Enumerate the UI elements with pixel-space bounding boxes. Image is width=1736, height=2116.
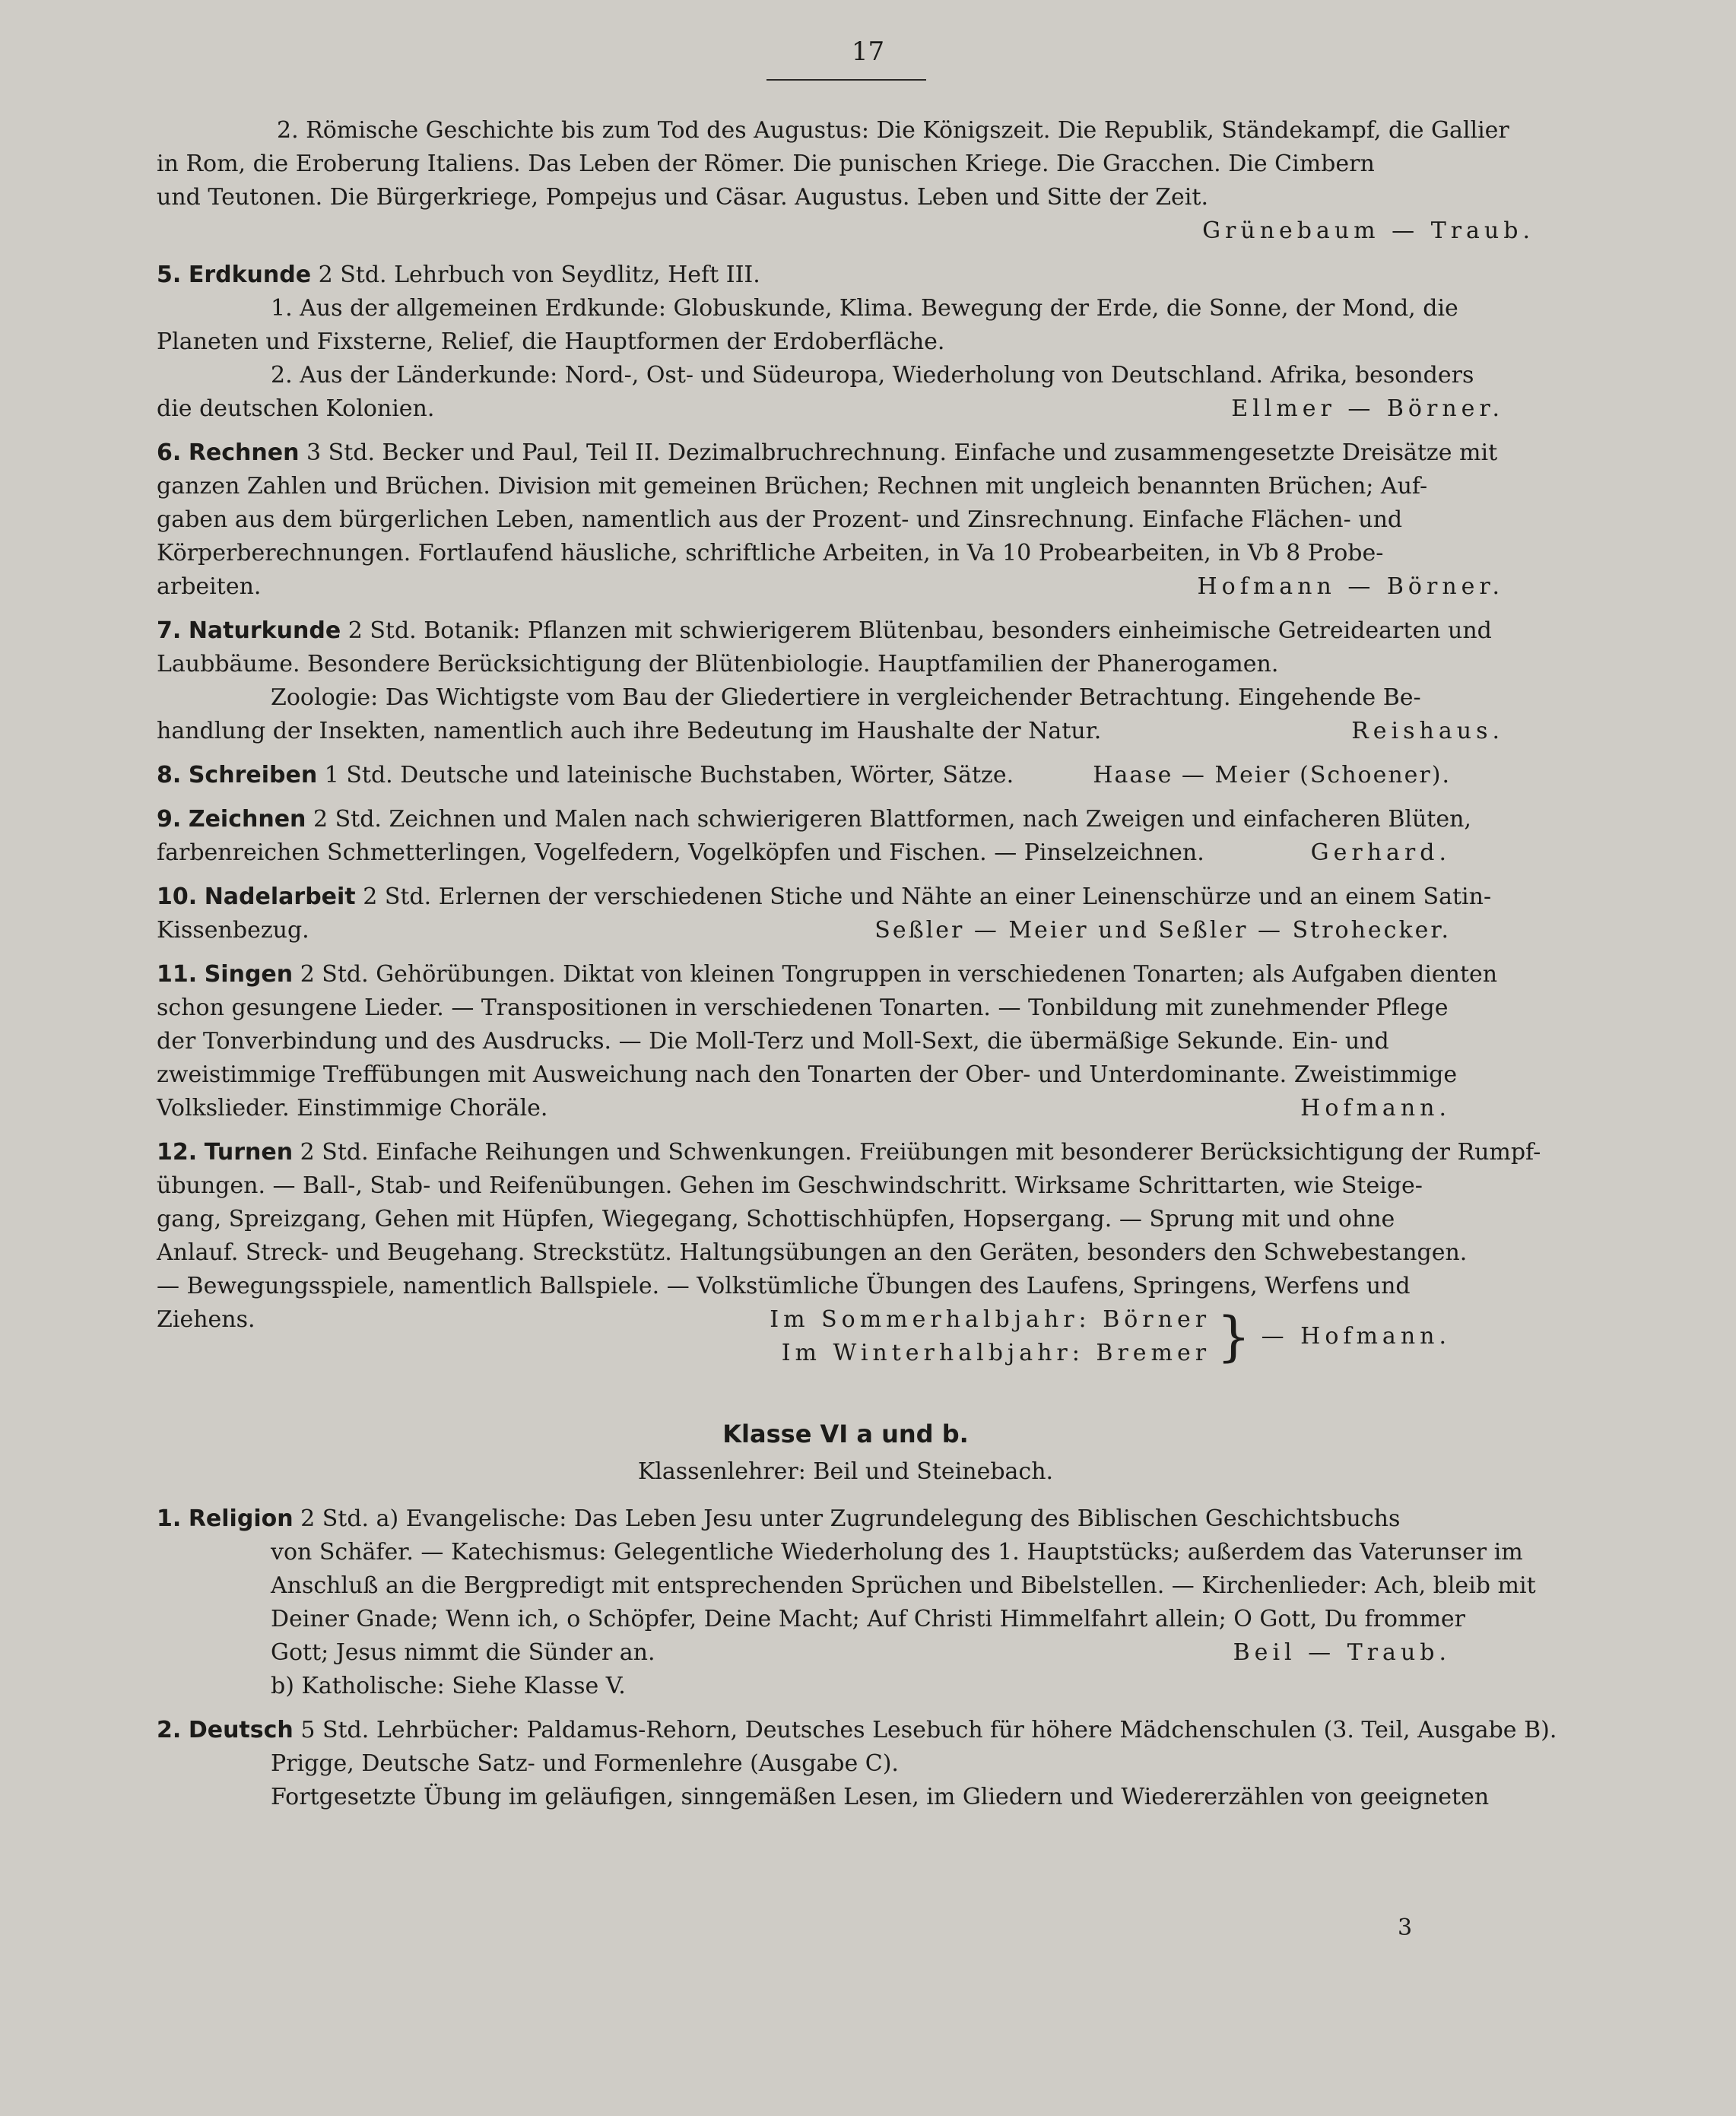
teachers: Gerhard.: [1310, 839, 1451, 866]
section-zeichnen: [157, 803, 1534, 870]
text-line: Kissenbezug. Seßler — Meier und Seßler — Strohecker.: [157, 914, 1534, 947]
text-line: farbenreichen Schmetterlingen, Vogelfedern, Vogelköpfen und Fischen. — Pinselzeichnen. Gerhard.: [157, 836, 1534, 870]
turnen-teachers: [157, 1303, 1534, 1370]
section-subject: Schreiben: [188, 762, 318, 788]
section-erdkunde: [157, 259, 1534, 426]
section-number: 1.: [157, 1505, 182, 1532]
section-head: 10. Nadelarbeit 2 Std. Erlernen der verschiedenen Stiche und Nähte an einer Leinenschürze und an einem Satin-: [157, 884, 1492, 910]
section-head: 2. Deutsch 5 Std. Lehrbücher: Paldamus-Rehorn, Deutsches Lesebuch für höhere Mädchenschulen (3. Teil, Ausgabe B).: [157, 1717, 1557, 1743]
text-line: — Bewegungsspiele, namentlich Ballspiele. — Volkstümliche Übungen des Laufens, Springens, Werfens und: [157, 1273, 1411, 1299]
section-number: 10.: [157, 884, 198, 910]
section-roemische-geschichte: [157, 114, 1534, 248]
text-line: Fortgesetzte Übung im geläufigen, sinngemäßen Lesen, im Gliedern und Wiedererzählen von geeigneten: [271, 1784, 1490, 1810]
winter-teacher: Im Winterhalbjahr: Bremer: [781, 1340, 1211, 1366]
text-line: ganzen Zahlen und Brüchen. Division mit gemeinen Brüchen; Rechnen mit ungleich benannten Brüchen; Auf-: [157, 473, 1428, 500]
section-subject: Turnen: [204, 1139, 294, 1166]
teachers: Grünebaum — Traub.: [1202, 217, 1534, 244]
section-head: 12. Turnen 2 Std. Einfache Reihungen und Schwenkungen. Freiübungen mit besonderer Berücksichtigung der Rumpf-: [157, 1139, 1541, 1166]
text-line: Ziehens.: [157, 1306, 255, 1333]
teachers: — Hofmann.: [1261, 1323, 1451, 1350]
text-line: Körperberechnungen. Fortlaufend häusliche, schriftliche Arbeiten, in Va 10 Probearbeiten, in Vb 8 Probe-: [157, 540, 1384, 566]
section-number: 5.: [157, 262, 182, 288]
section-head: 11. Singen 2 Std. Gehörübungen. Diktat von kleinen Tongruppen in verschiedenen Tonarten; als Aufgaben dienten: [157, 961, 1498, 988]
section-head: 7. Naturkunde 2 Std. Botanik: Pflanzen mit schwierigerem Blütenbau, besonders einheimische Getreidearten und: [157, 617, 1492, 644]
text-line: Volkslieder. Einstimmige Choräle. Hofmann.: [157, 1092, 1534, 1125]
page-number: 17: [851, 36, 885, 67]
class-teachers: Klassenlehrer: Beil und Steinebach.: [637, 1458, 1054, 1485]
text-line: die deutschen Kolonien. Ellmer — Börner.: [157, 392, 1534, 426]
text-line: von Schäfer. — Katechismus: Gelegentliche Wiederholung des 1. Hauptstücks; außerdem das Vaterunser im: [271, 1539, 1523, 1566]
summer-teacher: Im Sommerhalbjahr: Börner: [770, 1306, 1211, 1333]
section-number: 12.: [157, 1139, 198, 1166]
section-number: 6.: [157, 439, 182, 466]
section-religion: [157, 1502, 1534, 1703]
section-singen: [157, 958, 1534, 1125]
teachers: Beil — Traub.: [1233, 1639, 1451, 1666]
section-subject: Singen: [204, 961, 294, 988]
section-number: 2.: [157, 1717, 182, 1743]
text-line: Gott; Jesus nimmt die Sünder an. Beil — Traub.: [157, 1636, 1534, 1670]
text-line: Laubbäume. Besondere Berücksichtigung der Blütenbiologie. Hauptfamilien der Phanerogamen.: [157, 651, 1279, 677]
text-line: handlung der Insekten, namentlich auch ihre Bedeutung im Haushalte der Natur. Reishaus.: [157, 715, 1534, 748]
section-number: 9.: [157, 806, 182, 833]
page-content: [157, 114, 1557, 1814]
section-rechnen: [157, 436, 1534, 604]
section-subject: Zeichnen: [188, 806, 306, 833]
text-line: Prigge, Deutsche Satz- und Formenlehre (Ausgabe C).: [271, 1750, 899, 1777]
text-line: der Tonverbindung und des Ausdrucks. — Die Moll-Terz und Moll-Sext, die übermäßige Sekunde. Ein- und: [157, 1028, 1389, 1055]
text-line: schon gesungene Lieder. — Transpositionen in verschiedenen Tonarten. — Tonbildung mit zunehmender Pflege: [157, 995, 1449, 1021]
teachers: Haase — Meier (Schoener).: [1093, 762, 1451, 788]
text-line: gang, Spreizgang, Gehen mit Hüpfen, Wiegegang, Schottischhüpfen, Hopsergang. — Sprung mit und ohne: [157, 1206, 1395, 1232]
teachers: Hofmann — Börner.: [1197, 573, 1504, 600]
teachers: Hofmann.: [1300, 1095, 1451, 1121]
section-turnen: [157, 1136, 1541, 1370]
section-number: 7.: [157, 617, 182, 644]
text-line: Planeten und Fixsterne, Relief, die Hauptformen der Erdoberfläche.: [157, 328, 945, 355]
section-head: 6. Rechnen 3 Std. Becker und Paul, Teil II. Dezimalbruchrechnung. Einfache und zusammengesetzte Dreisätze mit: [157, 439, 1498, 466]
text-line: 2. Römische Geschichte bis zum Tod des Augustus: Die Königszeit. Die Republik, Ständekampf, die Gallier: [277, 117, 1509, 144]
section-naturkunde: [157, 614, 1534, 748]
section-deutsch: [157, 1714, 1557, 1814]
section-subject: Erdkunde: [188, 262, 312, 288]
text-line: und Teutonen. Die Bürgerkriege, Pompejus und Cäsar. Augustus. Leben und Sitte der Zeit.: [157, 184, 1208, 211]
text-line: Deiner Gnade; Wenn ich, o Schöpfer, Deine Macht; Auf Christi Himmelfahrt allein; O Gott, Du frommer: [271, 1606, 1465, 1632]
section-number: 8.: [157, 762, 182, 788]
text-line: Zoologie: Das Wichtigste vom Bau der Gliedertiere in vergleichender Betrachtung. Eingehende Be-: [271, 684, 1421, 711]
text-line: übungen. — Ball-, Stab- und Reifenübungen. Gehen im Geschwindschritt. Wirksame Schrittarten, wie Steige-: [157, 1172, 1423, 1199]
section-subject: Nadelarbeit: [204, 884, 356, 910]
section-subject: Rechnen: [188, 439, 300, 466]
section-number: 11.: [157, 961, 198, 988]
text-line: gaben aus dem bürgerlichen Leben, namentlich aus der Prozent- und Zinsrechnung. Einfache Flächen- und: [157, 506, 1403, 533]
text-line: arbeiten. Hofmann — Börner.: [157, 570, 1534, 604]
section-head: 8. Schreiben 1 Std. Deutsche und lateinische Buchstaben, Wörter, Sätze. Haase — Meier (Schoener).: [157, 759, 1534, 792]
teachers: Seßler — Meier und Seßler — Strohecker.: [874, 917, 1451, 944]
text-line: Anlauf. Streck- und Beugehang. Streckstütz. Haltungsübungen an den Geräten, besonders den Schwebestangen.: [157, 1239, 1468, 1266]
page-number-rule: [766, 79, 926, 81]
footer-number: 3: [1398, 1915, 1413, 1941]
teachers: Ellmer — Börner.: [1231, 395, 1504, 422]
text-line: 1. Aus der allgemeinen Erdkunde: Globuskunde, Klima. Bewegung der Erde, die Sonne, der Mond, die: [271, 295, 1458, 322]
section-schreiben: [157, 759, 1534, 792]
section-subject: Religion: [188, 1505, 294, 1532]
section-head: 1. Religion 2 Std. a) Evangelische: Das Leben Jesu unter Zugrundelegung des Biblischen Geschichtsbuchs: [157, 1505, 1401, 1532]
section-subject: Deutsch: [188, 1717, 294, 1743]
section-subject: Naturkunde: [188, 617, 341, 644]
brace-symbol: }: [1217, 1305, 1251, 1368]
class-heading: Klasse VI a und b.: [722, 1420, 969, 1448]
text-line: 2. Aus der Länderkunde: Nord-, Ost- und Südeuropa, Wiederholung von Deutschland. Afrika, besonders: [271, 362, 1474, 389]
catholic-line: b) Katholische: Siehe Klasse V.: [271, 1673, 626, 1699]
text-line: Anschluß an die Bergpredigt mit entsprechenden Sprüchen und Bibelstellen. — Kirchenlieder: Ach, bleib mit: [271, 1572, 1536, 1599]
text-line: in Rom, die Eroberung Italiens. Das Leben der Römer. Die punischen Kriege. Die Gracchen. Die Cimbern: [157, 151, 1375, 177]
teachers: Reishaus.: [1351, 718, 1504, 744]
section-head: 5. Erdkunde 2 Std. Lehrbuch von Seydlitz, Heft III.: [157, 259, 1534, 292]
section-nadelarbeit: [157, 880, 1534, 947]
section-head: 9. Zeichnen 2 Std. Zeichnen und Malen nach schwierigeren Blattformen, nach Zweigen und einfacheren Blüten,: [157, 806, 1471, 833]
text-line: zweistimmige Treffübungen mit Ausweichung nach den Tonarten der Ober- und Unterdominante. Zweistimmige: [157, 1061, 1458, 1088]
